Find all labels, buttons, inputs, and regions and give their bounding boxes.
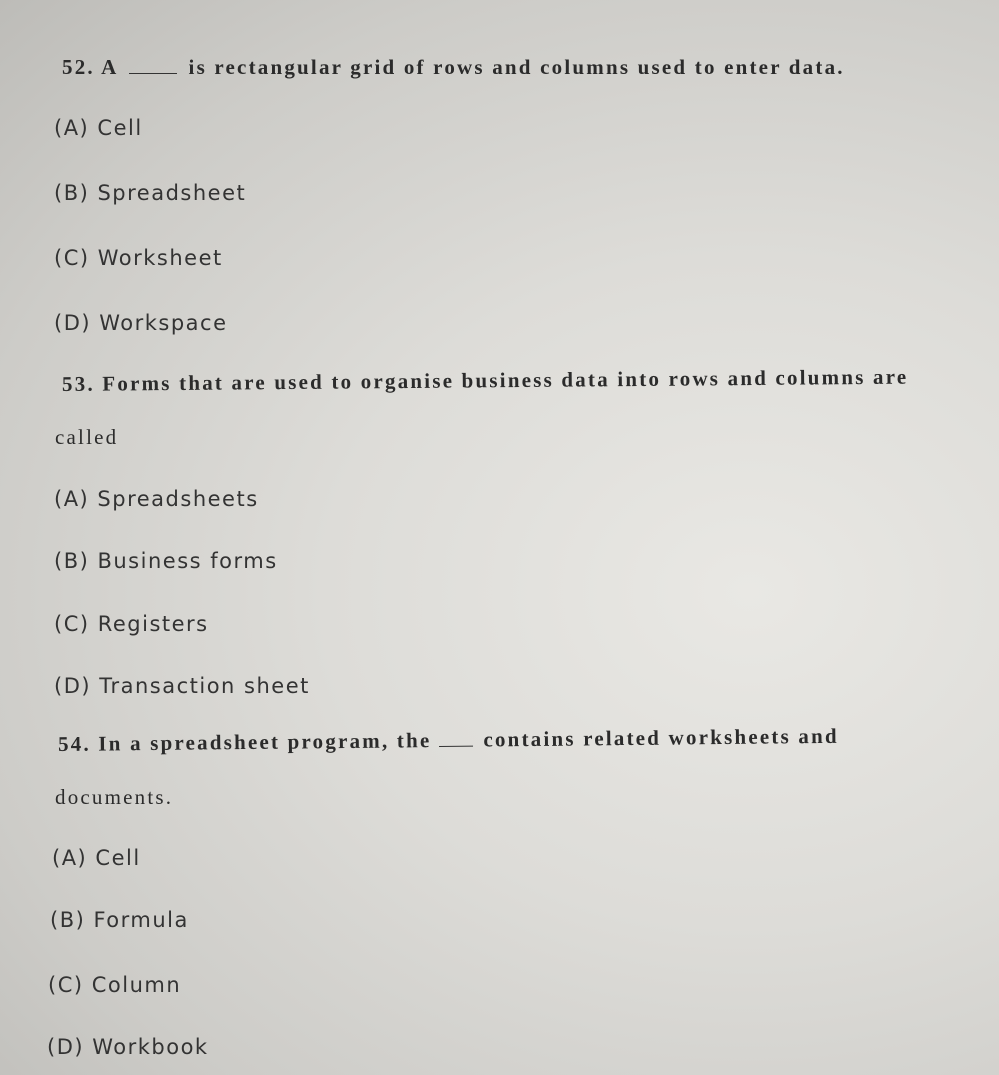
question-52-option-b: (B) Spreadsheet (54, 181, 247, 205)
question-number: 54. (57, 731, 91, 756)
question-53-text (62, 365, 909, 397)
question-number: 52. (62, 55, 95, 79)
answer-blank (129, 59, 177, 74)
question-text-start: A (101, 55, 119, 79)
question-53-option-d: (D) Transaction sheet (54, 674, 310, 698)
question-52-option-d: (D) Workspace (54, 311, 228, 335)
question-54-option-c: (C) Column (48, 973, 182, 997)
answer-blank (439, 732, 473, 747)
question-52-option-c: (C) Worksheet (54, 246, 223, 270)
question-54-continuation: documents. (55, 785, 174, 809)
question-text-start: In a spreadsheet program, the (98, 728, 432, 756)
question-text-end: contains related worksheets and (483, 723, 839, 752)
question-text: Forms that are used to organise business data into rows and columns are (102, 364, 909, 396)
question-number: 53. (61, 371, 95, 396)
question-53-option-c: (C) Registers (54, 612, 209, 636)
question-54-option-d: (D) Workbook (47, 1035, 209, 1059)
question-52-option-a: (A) Cell (54, 116, 143, 140)
question-text-end: is rectangular grid of rows and columns used to enter data. (188, 55, 845, 79)
question-54-option-a: (A) Cell (52, 846, 141, 870)
question-53-option-a: (A) Spreadsheets (54, 487, 259, 511)
question-53-continuation: called (55, 425, 119, 449)
question-52-text (62, 55, 845, 80)
question-54-text (58, 724, 839, 757)
question-54-option-b: (B) Formula (50, 908, 189, 932)
question-53-option-b: (B) Business forms (54, 549, 278, 573)
